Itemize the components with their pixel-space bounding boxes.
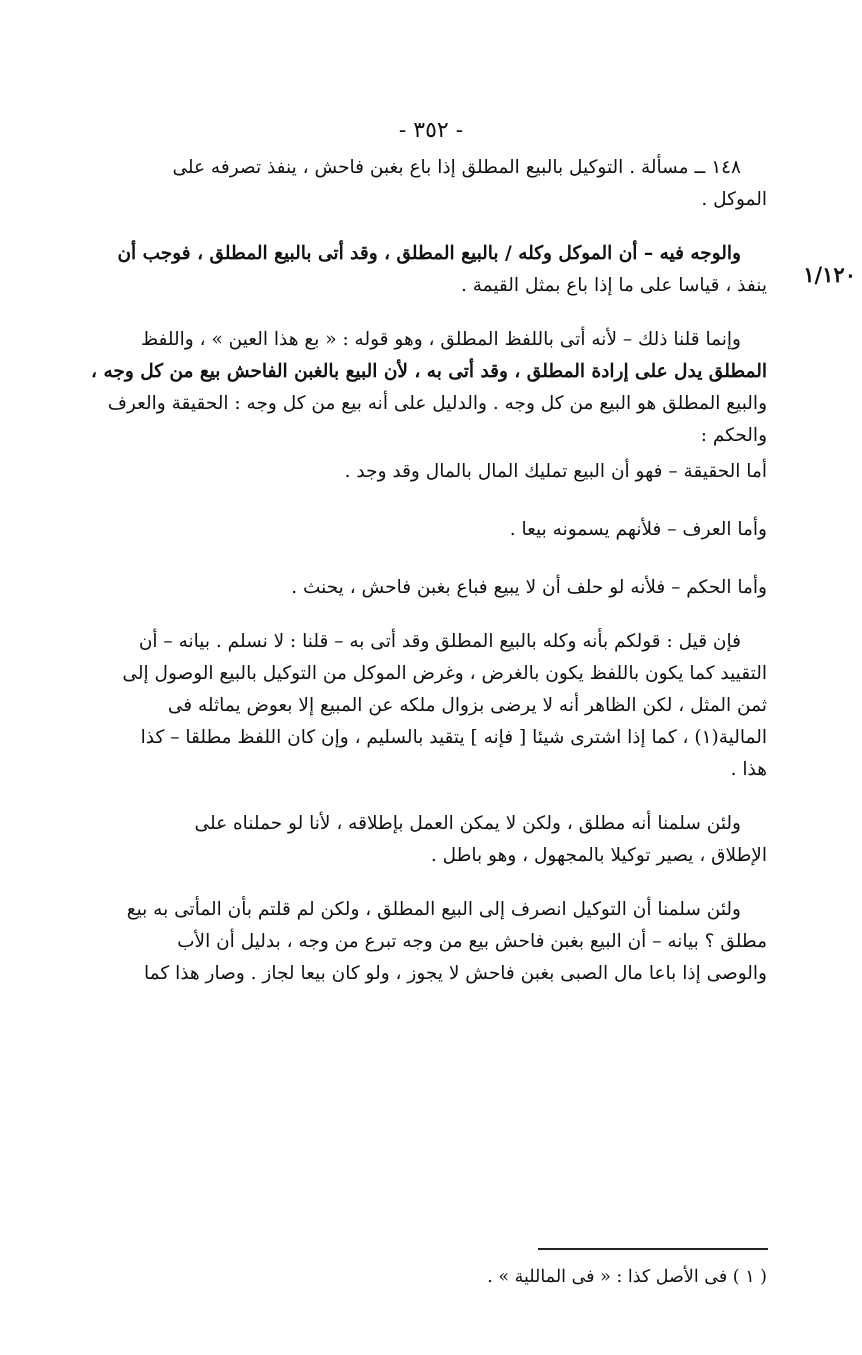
text-line: والوجه فيه – أن الموكل وكله / بالبيع المطلق ، وقد أتى بالبيع المطلق ، فوجب أن [117,243,741,264]
margin-reference: ١/١٢٠ [803,262,856,287]
text-line: وأما الحكم – فلأنه لو حلف أن لا يبيع فباع بغبن فاحش ، يحنث . [291,577,767,598]
text-line: فإن قيل : قولكم بأنه وكله بالبيع المطلق وقد أتى به – قلنا : لا نسلم . بيانه – أن [138,631,741,652]
text-line: أما الحقيقة – فهو أن البيع تمليك المال بالمال وقد وجد . [344,461,767,482]
text-line: والوصى إذا باعا مال الصبى بغبن فاحش لا يجوز ، ولو كان بيعا لجاز . وصار هذا كما [144,963,767,984]
text-line: وإنما قلنا ذلك – لأنه أتى باللفظ المطلق ، وهو قوله : « بع هذا العين » ، واللفظ [140,329,741,350]
main-text [55,152,767,990]
footnote: ( ١ ) فى الأصل كذا : « فى الماللية » . [487,1267,767,1287]
text-line: ١٤٨ ــ مسألة . التوكيل بالبيع المطلق إذا باع بغبن فاحش ، ينفذ تصرفه على [172,157,741,178]
text-line: الموكل . [701,189,767,210]
text-line: هذا . [730,759,767,780]
page-number: - ٣٥٢ - [398,118,464,143]
text-line: مطلق ؟ بيانه – أن البيع بغبن فاحش بيع من وجه تبرع من وجه ، بدليل أن الأب [177,931,767,952]
text-line: التقييد كما يكون باللفظ يكون بالغرض ، وغرض الموكل من التوكيل بالبيع الوصول إلى [122,663,767,684]
text-line: ثمن المثل ، لكن الظاهر أنه لا يرضى بزوال ملكه عن المبيع إلا بعوض يماثله فى [167,695,767,716]
footnote-divider [538,1248,768,1250]
text-line: ولئن سلمنا أنه مطلق ، ولكن لا يمكن العمل بإطلاقه ، لأنا لو حملناه على [194,813,741,834]
text-line: ينفذ ، قياسا على ما إذا باع بمثل القيمة . [460,275,767,296]
text-line: المالية(١) ، كما إذا اشترى شيئا [ فإنه ] يتقيد بالسليم ، وإن كان اللفظ مطلقا – كذا [140,727,767,748]
text-line: وأما العرف – فلأنهم يسمونه بيعا . [509,519,767,540]
text-line: والبيع المطلق هو البيع من كل وجه . والدليل على أنه بيع من كل وجه : الحقيقة والعرف [107,393,767,414]
text-line: والحكم : [700,425,767,446]
text-line: ولئن سلمنا أن التوكيل انصرف إلى البيع المطلق ، ولكن لم قلتم بأن المأتى به بيع [126,899,741,920]
text-line: الإطلاق ، يصير توكيلا بالمجهول ، وهو باطل . [430,845,767,866]
text-line: المطلق يدل على إرادة المطلق ، وقد أتى به ، لأن البيع بالغبن الفاحش بيع من كل وجه ، [91,361,767,382]
